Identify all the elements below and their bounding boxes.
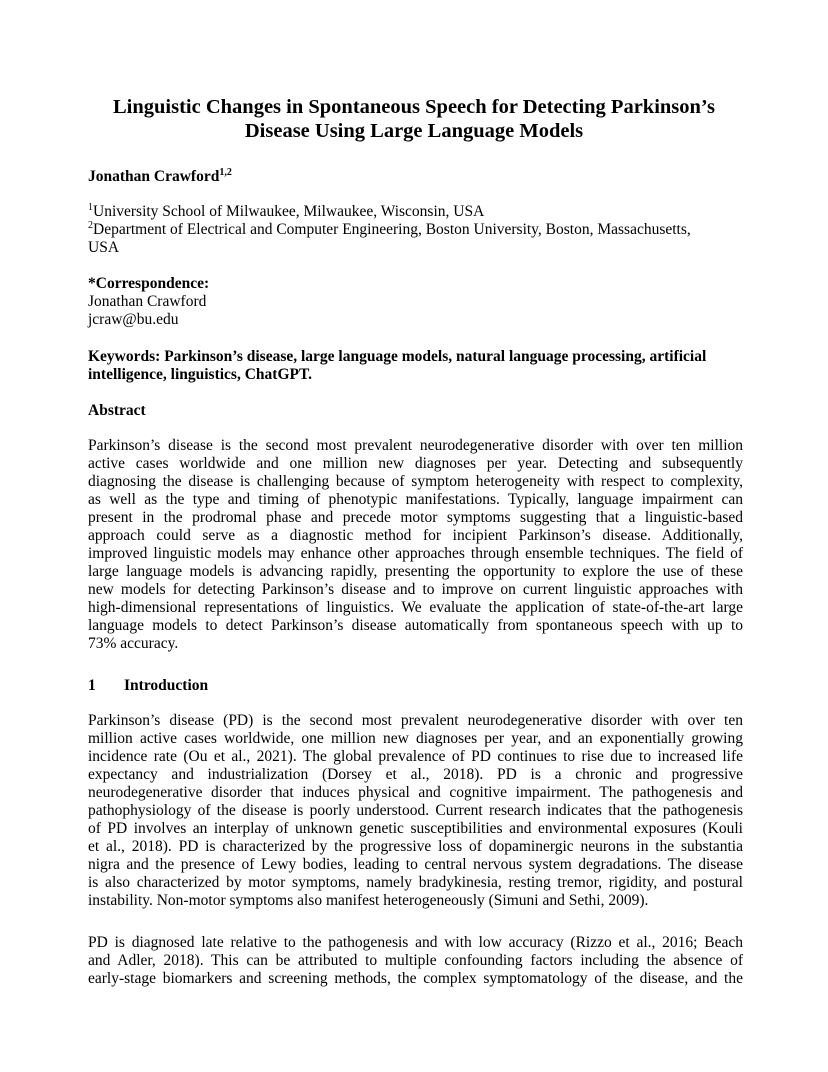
abstract-body — [88, 437, 743, 653]
abstract-line: large language models is advancing rapidly, presenting the opportunity to explore the use of these — [88, 563, 743, 580]
intro-line: incidence rate (Ou et al., 2021). The global prevalence of PD continues to rise due to increased life — [88, 748, 743, 765]
author-affiliation-marks: 1,2 — [219, 166, 232, 178]
intro-line: et al., 2018). PD is characterized by the progressive loss of dopaminergic neurons in the substantia — [88, 838, 743, 855]
abstract-line: improved linguistic models may enhance other approaches through ensemble techniques. The field of — [88, 545, 743, 562]
intro-line: PD is diagnosed late relative to the pathogenesis and with low accuracy (Rizzo et al., 2016; Beach — [88, 934, 743, 951]
abstract-line: Parkinson’s disease is the second most prevalent neurodegenerative disorder with over ten million — [88, 437, 743, 454]
abstract-line: present in the prodromal phase and precede motor symptoms suggesting that a linguistic-based — [88, 509, 743, 526]
section-heading-introduction — [88, 677, 743, 695]
affiliation-2: $^2$Department of Electrical and Computer Engineering, Boston University, Boston, Massachusetts, — [88, 219, 691, 238]
intro-line: early-stage biomarkers and screening methods, the complex symptomatology of the disease, and the — [88, 970, 743, 987]
intro-line: Parkinson’s disease (PD) is the second most prevalent neurodegenerative disorder with over ten — [88, 712, 743, 729]
keywords-line-2: intelligence, linguistics, ChatGPT. — [88, 366, 313, 383]
intro-line: is also characterized by motor symptoms, namely bradykinesia, resting tremor, rigidity, and postural — [88, 874, 743, 891]
abstract-heading: Abstract — [88, 402, 146, 419]
correspondence-label: *Correspondence: — [88, 275, 210, 292]
abstract-line: approach could serve as a diagnostic method for incipient Parkinson’s disease. Additionally, — [88, 527, 743, 544]
abstract-line: 73% accuracy. — [88, 635, 179, 652]
affiliations — [88, 203, 743, 257]
intro-line: expectancy and industrialization (Dorsey et al., 2018). PD is a chronic and progressive — [88, 766, 743, 783]
intro-line: instability. Non-motor symptoms also manifest heterogeneously (Simuni and Sethi, 2009). — [88, 892, 649, 909]
correspondence-email[interactable]: jcraw@bu.edu — [88, 311, 179, 328]
affiliation-2-cont: USA — [88, 239, 120, 256]
title-line-1: Linguistic Changes in Spontaneous Speech for Detecting Parkinson’s — [113, 96, 715, 118]
keywords — [88, 348, 743, 384]
title-line-2: Disease Using Large Language Models — [244, 120, 584, 142]
paper-title — [60, 95, 768, 143]
abstract-line: diagnosing the disease is challenging because of symptom heterogeneity with respect to complexity, — [88, 473, 743, 490]
author — [88, 168, 743, 186]
abstract-line: language models to detect Parkinson’s disease automatically from spontaneous speech with up to — [88, 617, 743, 634]
author-name: Jonathan Crawford — [88, 168, 220, 185]
affiliation-1: $^1$University School of Milwaukee, Milwaukee, Wisconsin, USA — [88, 201, 485, 220]
intro-line: nigra and the presence of Lewy bodies, leading to central nervous system degradations. The disease — [88, 856, 743, 873]
keywords-line-1: Keywords: Parkinson’s disease, large language models, natural language processing, artificial — [88, 348, 707, 365]
section-title: Introduction — [124, 677, 209, 694]
correspondence — [88, 275, 743, 329]
section-number: 1 — [88, 677, 96, 694]
intro-line: million active cases worldwide, one million new diagnoses per year, and an exponentially growing — [88, 730, 743, 747]
intro-paragraph-1 — [88, 712, 743, 910]
abstract-line: active cases worldwide and one million new diagnoses per year. Detecting and subsequently — [88, 455, 743, 472]
intro-line: pathophysiology of the disease is poorly understood. Current research indicates that the pathogenesis — [88, 802, 743, 819]
intro-line: and Adler, 2018). This can be attributed to multiple confounding factors including the absence of — [88, 952, 743, 969]
intro-line: neurodegenerative disorder that induces physical and cognitive impairment. The pathogenesis and — [88, 784, 743, 801]
intro-paragraph-2 — [88, 934, 743, 988]
intro-line: of PD involves an interplay of unknown genetic susceptibilities and environmental exposures (Kouli — [88, 820, 743, 837]
correspondence-name: Jonathan Crawford — [88, 293, 207, 310]
abstract-line: high-dimensional representations of linguistics. We evaluate the application of state-of-the-art large — [88, 599, 743, 616]
abstract-line: new models for detecting Parkinson’s disease and to improve on current linguistic approaches with — [88, 581, 743, 598]
abstract-line: as well as the type and timing of phenotypic manifestations. Typically, language impairment can — [88, 491, 743, 508]
